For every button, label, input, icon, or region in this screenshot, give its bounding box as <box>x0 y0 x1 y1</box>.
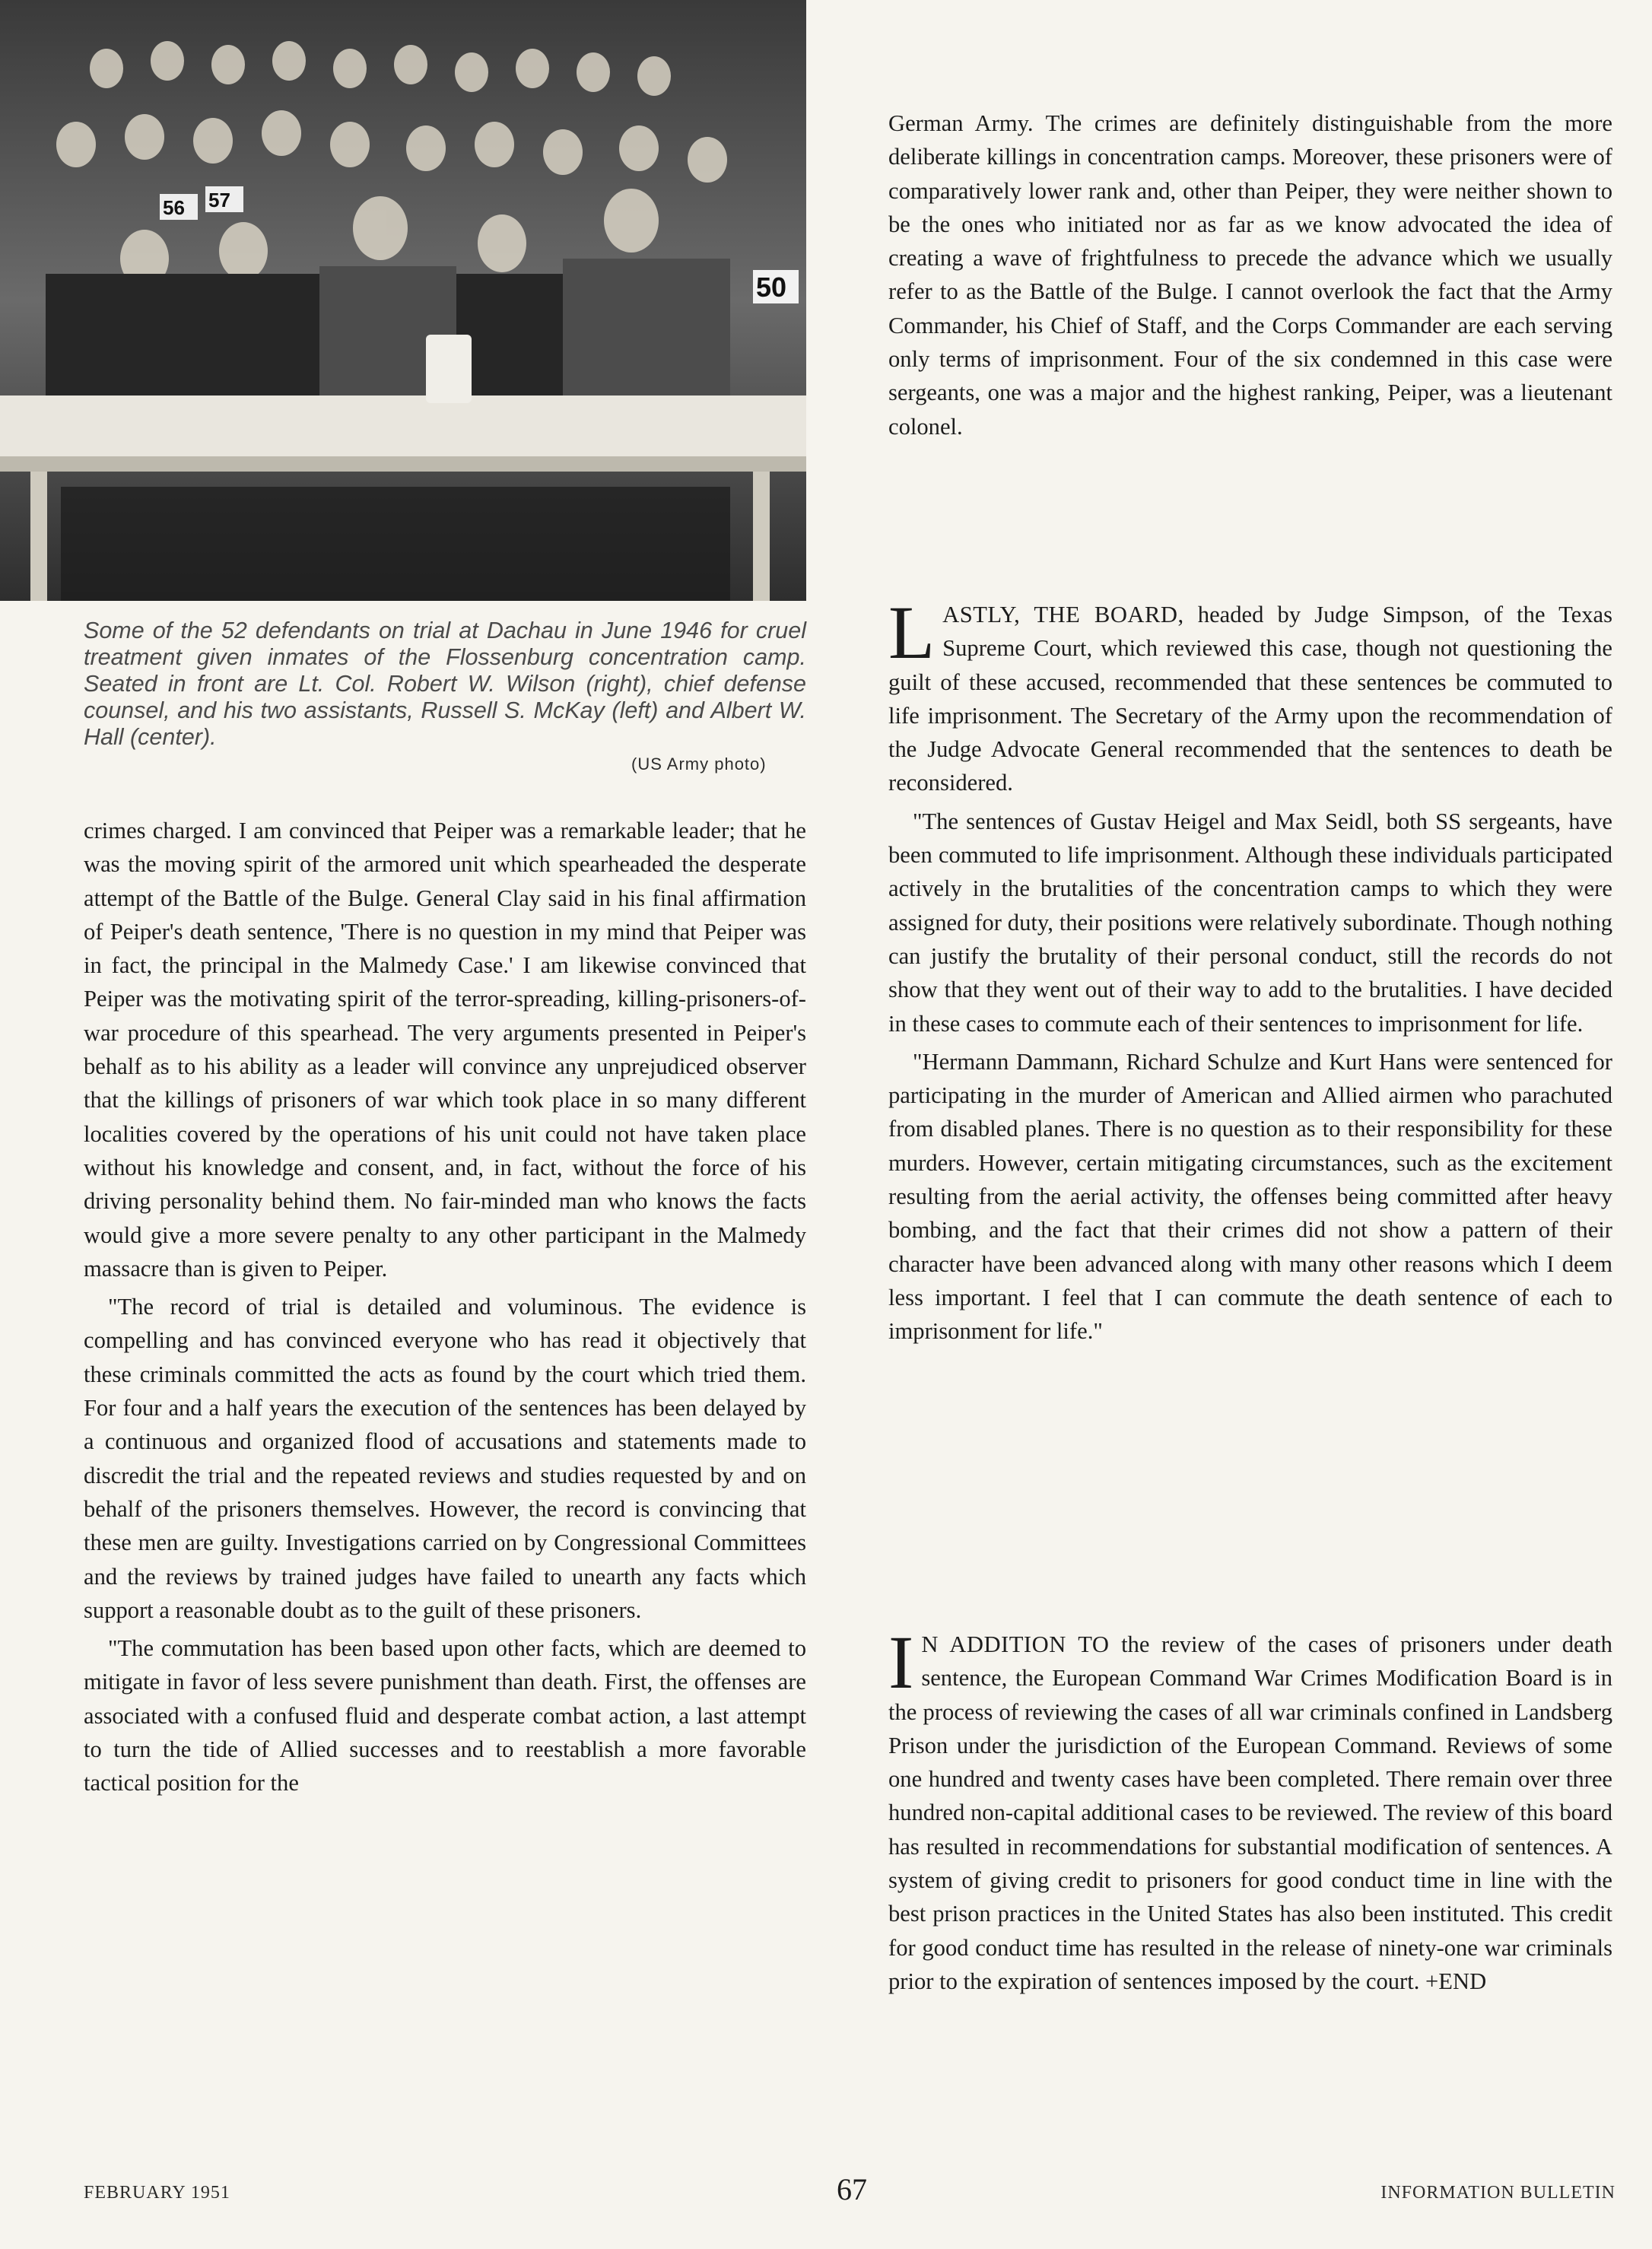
footer-publication: INFORMATION BULLETIN <box>1380 2183 1615 2203</box>
trial-photo-illustration <box>0 0 806 601</box>
trial-photo <box>0 0 806 601</box>
tag-56: 56 <box>163 196 185 219</box>
lastly-paragraph <box>888 590 1612 800</box>
end-mark: +END <box>1425 1968 1487 1994</box>
page-number: 67 <box>837 2172 867 2206</box>
dammann-paragraph: "Hermann Dammann, Richard Schulze and Kurt Hans were sentenced for participating in the murder of American and Allied airmen who parachuted from disabled planes. There is no question as to their responsibility for these murders. However, certain mitigating circumstances, such as the excitement resulting from the aerial activity, the offenses being committed after heavy bombing, and the fact that their crimes did not show a pattern of their character have been advanced along with many other reasons which I deem less important. I feel that I can commute the death sentence of each to imprisonment for life." <box>888 1048 1612 1345</box>
left-paragraph-3: "The commutation has been based upon other facts, which are deemed to mitigate in favor of less severe punishment than death. First, the offenses are associated with a confused fluid and desperate combat action, a last attempt to turn the tide of Allied successes and to reestablish a more favorable tactical position for the <box>84 1635 806 1796</box>
right-column-section-lastly <box>888 590 1612 1353</box>
photo-caption: Some of the 52 defendants on trial at Dachau in June 1946 for cruel treatment given inmates of the Flossenburg concentration camp. Seated in front are Lt. Col. Robert W. Wilson (right), chief defense counsel, and his two assistants, Russell S. McKay (left) and Albert W. Hall (center). <box>84 618 806 750</box>
right-paragraph-top: German Army. The crimes are definitely distinguishable from the more deliberate killings in concentration camps. Moreover, these prisoners were of comparatively lower rank and, other than Peiper, they were neither shown to be the ones who initiated nor as far as we know advocated the idea of creating a wave of frightfulness to precede the advance which we usually refer to as the Battle of the Bulge. I cannot overlook the fact that the Army Commander, his Chief of Staff, and the Corps Commander are each serving only terms of imprisonment. Four of the six condemned in this case were sergeants, one was a major and the highest ranking, Peiper, was a lieutenant colonel. <box>888 110 1612 440</box>
photo-credit: (US Army photo) <box>631 754 767 773</box>
addition-lead-in: N ADDITION TO <box>921 1631 1110 1657</box>
dropcap-l: L <box>888 590 936 675</box>
tag-57: 57 <box>208 189 230 211</box>
addition-text: the review of the cases of prisoners under death sentence, the European Command War Crimes Modification Board is in the process of reviewing the cases of all war criminals confined in Landsberg Prison under the jurisdiction of the European Command. Reviews of some one hundred and twenty cases have been completed. There remain over three hundred non-capital additional cases to be reviewed. The review of this board has resulted in recommendations for substantial modification of sentences. A system of giving credit to prisoners for good conduct time in line with the best prison practices in the United States has also been instituted. This credit for good conduct time has resulted in the release of ninety-one war criminals prior to the expiration of sentences imposed by the court. <box>888 1631 1612 1994</box>
footer-date: FEBRUARY 1951 <box>84 2183 230 2203</box>
left-paragraph-1: crimes charged. I am convinced that Peiper was a remarkable leader; that he was the moving spirit of the armored unit which spearheaded the desperate attempt of the Battle of the Bulge. General Clay said in his final affirmation of Peiper's death sentence, 'There is no question in my mind that Peiper was in fact, the principal in the Malmedy Case.' I am likewise convinced that Peiper was the motivating spirit of the terror-spreading, killing-prisoners-of-war procedure of this spearhead. The very arguments presented in Peiper's behalf as to his ability as a leader will convince any unprejudiced observer that the killings of prisoners of war which took place in so many different localities covered by the operations of his unit could not have taken place without his knowledge and consent, and, in fact, without the force of his driving personality behind them. No fair-minded man who knows the facts would give a more severe penalty to any other participant in the Malmedy massacre than is given to Peiper. <box>84 818 806 1282</box>
right-column-section-addition <box>888 1620 1612 2003</box>
lastly-lead-in: ASTLY, THE BOARD, <box>942 602 1184 627</box>
left-column <box>84 814 806 1805</box>
addition-paragraph <box>888 1620 1612 1998</box>
dropcap-i: I <box>888 1620 914 1704</box>
right-column-top <box>888 106 1612 448</box>
left-paragraph-2: "The record of trial is detailed and voluminous. The evidence is compelling and has convinced everyone who has read it objectively that these criminals committed the acts as found by the court which tried them. For four and a half years the execution of the sentences has been delayed by a continuous and organized flood of accusations and statements made to discredit the trial and the repeated reviews and studies requested by and on behalf of the prisoners themselves. However, the record is convincing that these men are guilty. Investigations carried on by Congressional Committees and the reviews by trained judges have failed to unearth any facts which support a reasonable doubt as to the guilt of these prisoners. <box>84 1294 806 1623</box>
tag-50: 50 <box>756 272 787 303</box>
heigel-seidl-paragraph: "The sentences of Gustav Heigel and Max Seidl, both SS sergeants, have been commuted to life imprisonment. Although these individuals participated actively in the brutalities of the concentration camps to which they were assigned for duty, their positions were relatively subordinate. Though nothing can justify the brutality of their personal conduct, still the records do not show that they went out of their way to add to the brutalities. I have decided in these cases to commute each of their sentences to imprisonment for life. <box>888 808 1612 1037</box>
lastly-text: headed by Judge Simpson, of the Texas Supreme Court, which reviewed this case, though not questioning the guilt of these accused, recommended that these sentences be commuted to life imprisonment. The Secretary of the Army upon the recommendation of the Judge Advocate General recommended that the sentences to death be reconsidered. <box>888 602 1612 796</box>
